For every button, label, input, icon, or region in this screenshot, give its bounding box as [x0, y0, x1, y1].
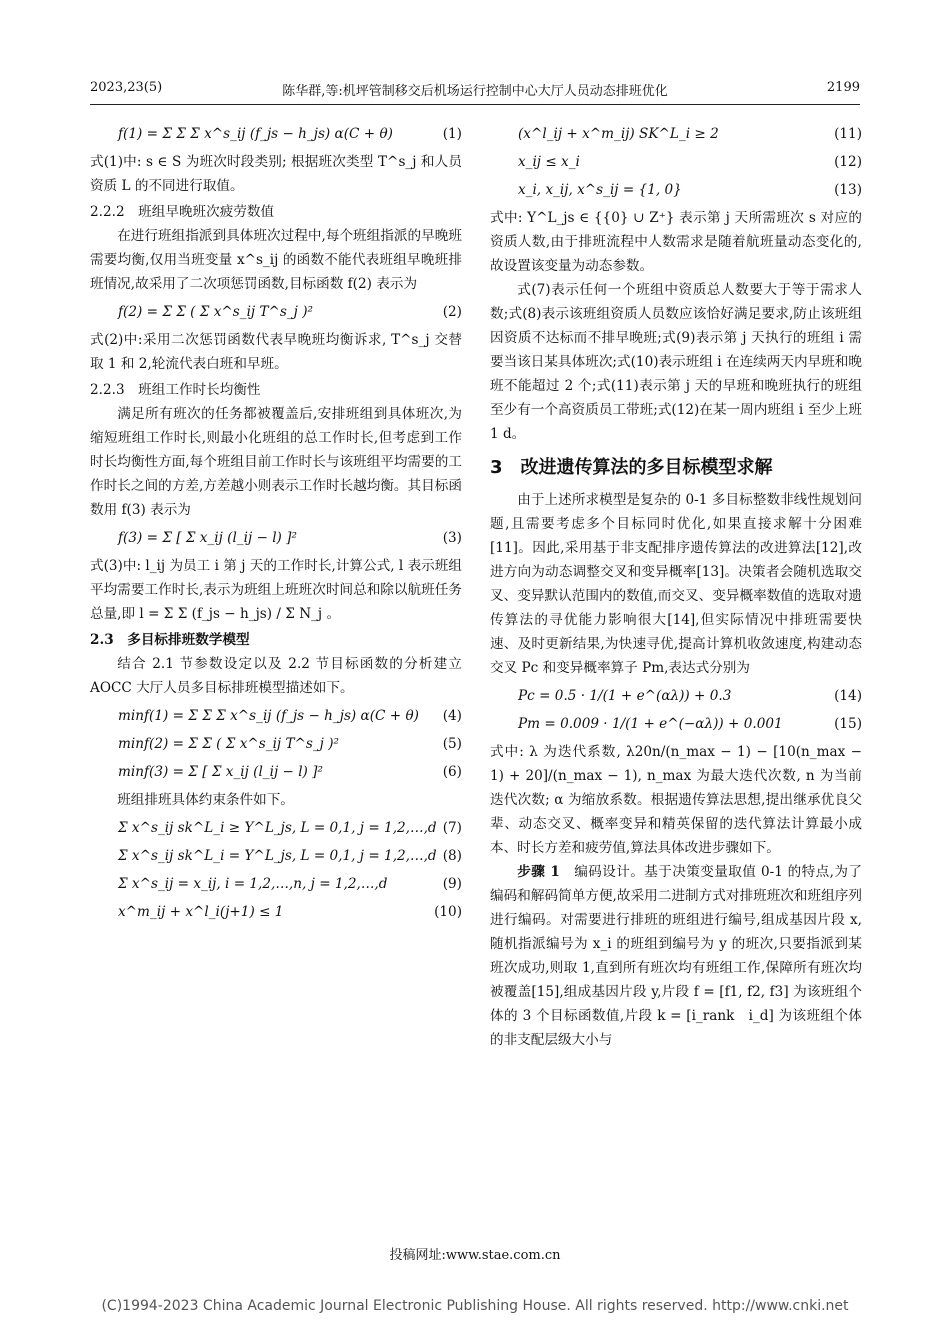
paragraph-eq15-note: 式中: λ 为迭代系数, λ20n/(n_max − 1) − [10(n_max − 1) + 20]/(n_max − 1), n_max 为最大迭代次数, n 为当前迭代次数; α 为缩放系数。根据遗传算法思想,提出继承优良父辈、动态交叉、概率变异和精英保留的迭代算法计算最小成本、时长方差和疲劳值,算法具体改进步骤如下。: [490, 744, 862, 856]
running-header: [90, 80, 860, 104]
paragraph-2-2-3: 满足所有班次的任务都被覆盖后,安排班组到具体班次,为缩短班组工作时长,则最小化班组的总工作时长,但考虑到工作时长均衡性方面,每个班组目前工作时长与该班组平均需要的工作时长之间的方差,方差越小则表示工作时长越均衡。其目标函数用 f(3) 表示为: [90, 406, 462, 518]
subsection-2-3-heading: 2.3 多目标排班数学模型: [90, 632, 250, 648]
equation-5: minf(2) = Σ Σ ( Σ x^s_ij T^s_j )² (5): [118, 736, 462, 752]
paragraph-step-1: [490, 860, 862, 1052]
equation-1: f(1) = Σ Σ Σ x^s_ij (f_js − h_js) α(C + θ) (1): [118, 126, 462, 142]
subsection-2-2-3-heading: 2.2.3 班组工作时长均衡性: [90, 382, 261, 398]
paragraph-constraints-intro: 班组排班具体约束条件如下。: [117, 792, 294, 808]
left-column: [90, 118, 462, 928]
step-1-text: 编码设计。基于决策变量取值 0-1 的特点,为了编码和解码简单方便,故采用二进制方式对排班班次和班组序列进行编码。对需要进行排班的班组进行编号,组成基因片段 x,随机指派编号为 x_i 的班组到编号为 y 的班次,只要指派到某班次成功,则取 1,直到所有班次均有班组工作,保障所有班次均被覆盖[15],组成基因片段 y,片段 f = [f1, f2, f3] 为该班组个体的 3 个目标函数值,片段 k = [i_rank i_d] 为该班组个体的非支配层级大小与: [490, 864, 862, 1048]
paragraph-eq3-note: 式(3)中: l_ij 为员工 i 第 j 天的工作时长,计算公式, l 表示班组平均需要工作时长,表示为班组上班班次时间总和除以航班任务总量,即 l = Σ Σ (f_js − h_js) / Σ N_j 。: [90, 558, 462, 622]
equation-11: (x^l_ij + x^m_ij) SK^L_i ≥ 2 (11): [518, 126, 862, 142]
equation-12: x_ij ≤ x_i (12): [518, 154, 862, 170]
paragraph-constraints-explanation: 式(7)表示任何一个班组中资质总人数要大于等于需求人数;式(8)表示该班组资质人员数应该恰好满足要求,防止该班组因资质不达标而不排早晚班;式(9)表示第 j 天执行的班组 i 需要当该日某具体班次;式(10)表示班组 i 在连续两天内早班和晚班不能超过 2 个;式(11)表示第 j 天的早班和晚班执行的班组至少有一个高资质员工带班;式(12)在某一周内班组 i 至少上班 1 d。: [490, 282, 862, 442]
submission-url: 投稿网址:www.stae.com.cn: [389, 1248, 561, 1263]
paragraph-variables-note: 式中: Y^L_js ∈ {{0} ∪ Z⁺} 表示第 j 天所需班次 s 对应的资质人数,由于排班流程中人数需求是随着航班量动态变化的,故设置该变量为动态参数。: [490, 210, 862, 274]
equation-2: f(2) = Σ Σ ( Σ x^s_ij T^s_j )² (2): [118, 304, 462, 320]
equation-6: minf(3) = Σ [ Σ x_ij (l_ij − l) ]² (6): [118, 764, 462, 780]
subsection-2-2-2-heading: 2.2.2 班组早晚班次疲劳数值: [90, 204, 275, 220]
equation-10: x^m_ij + x^l_i(j+1) ≤ 1 (10): [118, 904, 462, 920]
running-title: 陈华群,等:机坪管制移交后机场运行控制中心大厅人员动态排班优化: [282, 84, 668, 99]
header-rule: [90, 104, 860, 105]
journal-issue: 2023,23(5): [90, 80, 163, 95]
equation-4: minf(1) = Σ Σ Σ x^s_ij (f_js − h_js) α(C + θ) (4): [118, 708, 462, 724]
equation-14: Pc = 0.5 · 1/(1 + e^(αλ)) + 0.3 (14): [518, 688, 862, 704]
page-number: 2199: [826, 80, 860, 95]
equation-7: Σ x^s_ij sk^L_i ≥ Y^L_js, L = 0,1, j = 1,2,…,d (7): [118, 820, 462, 836]
equation-13: x_i, x_ij, x^s_ij = {1, 0} (13): [518, 182, 862, 198]
paragraph-eq1-note: 式(1)中: s ∈ S 为班次时段类别; 根据班次类型 T^s_j 和人员资质 L 的不同进行取值。: [90, 154, 462, 194]
paragraph-eq2-note: 式(2)中:采用二次惩罚函数代表早晚班均衡诉求, T^s_j 交替取 1 和 2,轮流代表白班和早班。: [90, 332, 462, 372]
copyright-line: (C)1994-2023 China Academic Journal Electronic Publishing House. All rights reserved. http://www.cnki.net: [101, 1298, 849, 1314]
equation-8: Σ x^s_ij sk^L_i = Y^L_js, L = 0,1, j = 1,2,…,d (8): [118, 848, 462, 864]
equation-9: Σ x^s_ij = x_ij, i = 1,2,…,n, j = 1,2,…,d (9): [118, 876, 462, 892]
equation-3: f(3) = Σ [ Σ x_ij (l_ij − l) ]² (3): [118, 530, 462, 546]
equation-15: Pm = 0.009 · 1/(1 + e^(−αλ)) + 0.001 (15): [518, 716, 862, 732]
paragraph-section-3: 由于上述所求模型是复杂的 0-1 多目标整数非线性规划问题,且需要考虑多个目标同时优化,如果直接求解十分困难[11]。因此,采用基于非支配排序遗传算法的改进算法[12],改进方向为动态调整交叉和变异概率[13]。决策者会随机选取交叉、变异默认范围内的数值,而交叉、变异概率数值的选取对遗传算法的寻优能力影响很大[14],但实际情况中排班需要快速、及时更新结果,为快速寻优,提高计算机收敛速度,构建动态交叉 Pc 和变异概率算子 Pm,表达式分别为: [490, 492, 862, 676]
step-1-label: 步骤 1: [517, 864, 560, 880]
paragraph-2-2-2: 在进行班组指派到具体班次过程中,每个班组指派的早晚班需要均衡,仅用当班变量 x^s_ij 的函数不能代表班组早晚班排班情况,故采用了二次项惩罚函数,目标函数 f(2) 表示为: [90, 228, 462, 292]
section-3-heading: 3 改进遗传算法的多目标模型求解: [490, 457, 773, 478]
right-column: [490, 118, 862, 1052]
paragraph-2-3: 结合 2.1 节参数设定以及 2.2 节目标函数的分析建立 AOCC 大厅人员多目标排班模型描述如下。: [90, 656, 462, 696]
